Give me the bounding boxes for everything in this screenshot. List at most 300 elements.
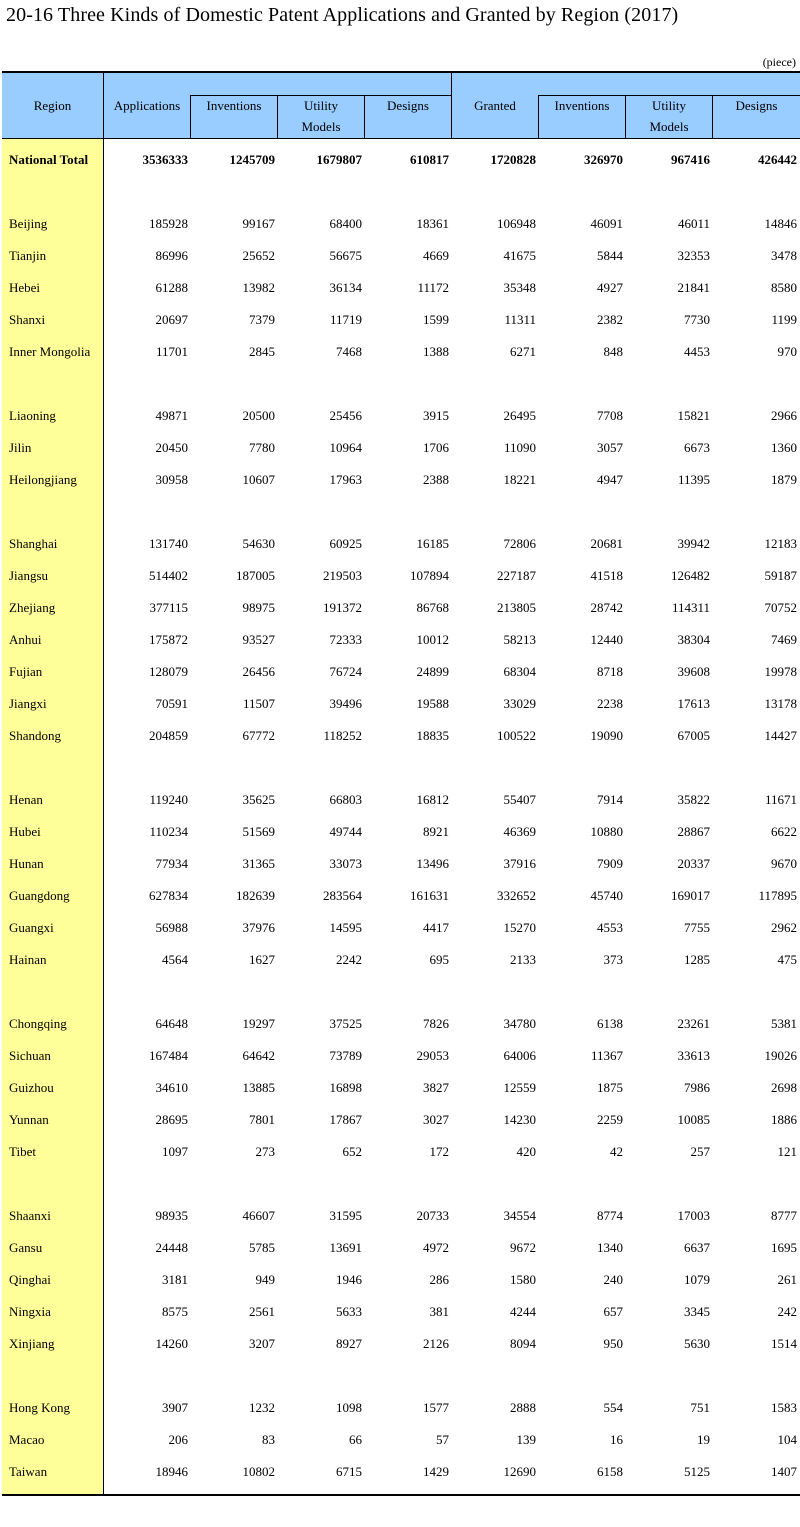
value-cell: 61288: [155, 280, 188, 295]
region-name: Anhui: [9, 632, 42, 647]
region-name: Guangxi: [9, 920, 54, 935]
value-cell: 3181: [162, 1272, 188, 1287]
value-cell: 172: [429, 1144, 449, 1159]
value-cell: 56675: [329, 248, 362, 263]
value-cell: 24899: [416, 664, 449, 679]
value-cell: 1429: [423, 1464, 449, 1479]
value-cell: 8718: [597, 664, 623, 679]
value-cell: 2845: [249, 344, 275, 359]
value-cell: 11395: [677, 472, 710, 487]
value-cell: 332652: [497, 888, 536, 903]
value-cell: 25456: [329, 408, 362, 423]
value-cell: 86996: [155, 248, 188, 263]
value-cell: 381: [429, 1304, 449, 1319]
value-cell: 99167: [242, 216, 275, 231]
region-name: Heilongjiang: [9, 472, 77, 487]
value-cell: 5381: [771, 1016, 797, 1031]
value-cell: 7379: [249, 312, 275, 327]
region-column-fill: [2, 139, 103, 1494]
value-cell: 6138: [597, 1016, 623, 1031]
value-cell: 7780: [249, 440, 275, 455]
value-cell: 59187: [764, 568, 797, 583]
value-cell: 13178: [764, 696, 797, 711]
value-cell: 37976: [242, 920, 275, 935]
header-gr-designs: Designs: [735, 98, 778, 113]
value-cell: 206: [168, 1432, 188, 1447]
value-cell: 1886: [771, 1112, 797, 1127]
value-cell: 68400: [329, 216, 362, 231]
region-name: Guangdong: [9, 888, 70, 903]
value-cell: 119240: [149, 792, 188, 807]
header-gr-utility-line1: Utility: [652, 98, 686, 113]
region-name: Beijing: [9, 216, 48, 231]
value-cell: 949: [255, 1272, 275, 1287]
value-cell: 114311: [671, 600, 710, 615]
value-cell: 3827: [423, 1080, 449, 1095]
value-cell: 118252: [323, 728, 362, 743]
value-cell: 213805: [497, 600, 536, 615]
value-cell: 169017: [671, 888, 710, 903]
value-cell: 57: [436, 1432, 449, 1447]
value-cell: 182639: [236, 888, 275, 903]
value-cell: 26456: [242, 664, 275, 679]
region-name: Liaoning: [9, 408, 56, 423]
value-cell: 77934: [155, 856, 188, 871]
value-cell: 41518: [590, 568, 623, 583]
value-cell: 175872: [149, 632, 188, 647]
value-cell: 10880: [590, 824, 623, 839]
value-cell: 14427: [764, 728, 797, 743]
value-cell: 4564: [162, 952, 188, 967]
region-name: Hong Kong: [9, 1400, 71, 1415]
value-cell: 4244: [510, 1304, 536, 1319]
value-cell: 3207: [249, 1336, 275, 1351]
value-cell: 64006: [503, 1048, 536, 1063]
value-cell: 76724: [329, 664, 362, 679]
value-cell: 1583: [771, 1400, 797, 1415]
value-cell: 9672: [510, 1240, 536, 1255]
value-cell: 33029: [503, 696, 536, 711]
header-gr-inventions: Inventions: [554, 98, 610, 113]
value-cell: 49744: [329, 824, 362, 839]
value-cell: 167484: [149, 1048, 188, 1063]
value-cell: 261: [777, 1272, 797, 1287]
value-cell: 14846: [764, 216, 797, 231]
value-cell: 39496: [329, 696, 362, 711]
value-cell: 657: [603, 1304, 623, 1319]
value-cell: 16898: [329, 1080, 362, 1095]
value-cell: 273: [255, 1144, 275, 1159]
value-cell: 23261: [677, 1016, 710, 1031]
value-cell: 2126: [423, 1336, 449, 1351]
value-cell: 1627: [249, 952, 275, 967]
value-cell: 1360: [771, 440, 797, 455]
value-cell: 20450: [155, 440, 188, 455]
region-name: Henan: [9, 792, 43, 807]
value-cell: 5630: [684, 1336, 710, 1351]
value-cell: 6715: [336, 1464, 362, 1479]
value-cell: 257: [690, 1144, 710, 1159]
value-cell: 3027: [423, 1112, 449, 1127]
value-cell: 1407: [771, 1464, 797, 1479]
value-cell: 2388: [423, 472, 449, 487]
value-cell: 11701: [155, 344, 188, 359]
value-cell: 1577: [423, 1400, 449, 1415]
value-cell: 55407: [503, 792, 536, 807]
value-cell: 8094: [510, 1336, 536, 1351]
value-cell: 12440: [590, 632, 623, 647]
value-cell: 848: [603, 344, 623, 359]
region-name: Hainan: [9, 952, 47, 967]
value-cell: 7914: [597, 792, 623, 807]
value-cell: 185928: [149, 216, 188, 231]
value-cell: 554: [603, 1400, 623, 1415]
value-cell: 70752: [764, 600, 797, 615]
region-name: Macao: [9, 1432, 45, 1447]
value-cell: 11367: [590, 1048, 623, 1063]
value-cell: 19588: [416, 696, 449, 711]
value-cell: 20681: [590, 536, 623, 551]
value-cell: 475: [777, 952, 797, 967]
value-cell: 652: [342, 1144, 362, 1159]
value-cell: 13982: [242, 280, 275, 295]
region-name: Tibet: [9, 1144, 36, 1159]
value-cell: 72806: [503, 536, 536, 551]
value-cell: 20500: [242, 408, 275, 423]
value-cell: 1720828: [490, 152, 536, 167]
value-cell: 286: [429, 1272, 449, 1287]
value-cell: 34554: [503, 1208, 536, 1223]
value-cell: 7469: [771, 632, 797, 647]
value-cell: 35625: [242, 792, 275, 807]
value-cell: 68304: [503, 664, 536, 679]
value-cell: 39942: [677, 536, 710, 551]
value-cell: 10607: [242, 472, 275, 487]
value-cell: 1232: [249, 1400, 275, 1415]
value-cell: 18835: [416, 728, 449, 743]
value-cell: 751: [690, 1400, 710, 1415]
value-cell: 7909: [597, 856, 623, 871]
value-cell: 58213: [503, 632, 536, 647]
value-cell: 161631: [410, 888, 449, 903]
value-cell: 1098: [336, 1400, 362, 1415]
region-name: Ningxia: [9, 1304, 51, 1319]
region-name: Shanxi: [9, 312, 46, 327]
value-cell: 610817: [410, 152, 449, 167]
value-cell: 25652: [242, 248, 275, 263]
value-cell: 2133: [510, 952, 536, 967]
value-cell: 10964: [329, 440, 362, 455]
value-cell: 2888: [510, 1400, 536, 1415]
value-cell: 3057: [597, 440, 623, 455]
value-cell: 45740: [590, 888, 623, 903]
value-cell: 514402: [149, 568, 188, 583]
value-cell: 126482: [671, 568, 710, 583]
value-cell: 106948: [497, 216, 536, 231]
region-name: Xinjiang: [9, 1336, 55, 1351]
value-cell: 86768: [416, 600, 449, 615]
value-cell: 28695: [155, 1112, 188, 1127]
header-app-designs: Designs: [387, 98, 429, 113]
value-cell: 139: [516, 1432, 536, 1447]
value-cell: 7730: [684, 312, 710, 327]
value-cell: 24448: [155, 1240, 188, 1255]
value-cell: 967416: [671, 152, 710, 167]
value-cell: 950: [603, 1336, 623, 1351]
value-cell: 46091: [590, 216, 623, 231]
value-cell: 98935: [155, 1208, 188, 1223]
value-cell: 73789: [329, 1048, 362, 1063]
value-cell: 2698: [771, 1080, 797, 1095]
value-cell: 20733: [416, 1208, 449, 1223]
value-cell: 35822: [677, 792, 710, 807]
value-cell: 17613: [677, 696, 710, 711]
value-cell: 326970: [584, 152, 623, 167]
value-cell: 10012: [416, 632, 449, 647]
value-cell: 2966: [771, 408, 797, 423]
value-cell: 6637: [684, 1240, 710, 1255]
value-cell: 10085: [677, 1112, 710, 1127]
value-cell: 128079: [149, 664, 188, 679]
page-title: 20-16 Three Kinds of Domestic Patent Applications and Granted by Region (2017): [6, 4, 679, 26]
region-name: Gansu: [9, 1240, 43, 1255]
value-cell: 2242: [336, 952, 362, 967]
region-name: Jilin: [9, 440, 32, 455]
value-cell: 8774: [597, 1208, 623, 1223]
value-cell: 19297: [242, 1016, 275, 1031]
value-cell: 3536333: [142, 152, 188, 167]
value-cell: 373: [603, 952, 623, 967]
value-cell: 4972: [423, 1240, 449, 1255]
value-cell: 72333: [329, 632, 362, 647]
value-cell: 9670: [771, 856, 797, 871]
region-name: Sichuan: [9, 1048, 51, 1063]
value-cell: 2382: [597, 312, 623, 327]
value-cell: 33613: [677, 1048, 710, 1063]
value-cell: 16: [610, 1432, 623, 1447]
value-cell: 18221: [503, 472, 536, 487]
value-cell: 1599: [423, 312, 449, 327]
value-cell: 19: [697, 1432, 710, 1447]
value-cell: 93527: [242, 632, 275, 647]
value-cell: 8921: [423, 824, 449, 839]
value-cell: 3907: [162, 1400, 188, 1415]
value-cell: 1199: [771, 312, 797, 327]
value-cell: 35348: [503, 280, 536, 295]
value-cell: 17867: [329, 1112, 362, 1127]
value-cell: 49871: [155, 408, 188, 423]
value-cell: 20697: [155, 312, 188, 327]
value-cell: 7468: [336, 344, 362, 359]
region-name: Tianjin: [9, 248, 47, 263]
value-cell: 21841: [677, 280, 710, 295]
table-bottom-rule: [2, 1494, 800, 1496]
value-cell: 67772: [242, 728, 275, 743]
value-cell: 70591: [155, 696, 188, 711]
value-cell: 67005: [677, 728, 710, 743]
region-name: Jiangsu: [9, 568, 48, 583]
value-cell: 7986: [684, 1080, 710, 1095]
region-name: Chongqing: [9, 1016, 67, 1031]
value-cell: 2259: [597, 1112, 623, 1127]
value-cell: 2962: [771, 920, 797, 935]
value-cell: 11671: [764, 792, 797, 807]
value-cell: 204859: [149, 728, 188, 743]
value-cell: 377115: [149, 600, 188, 615]
region-name: Yunnan: [9, 1112, 49, 1127]
value-cell: 20337: [677, 856, 710, 871]
value-cell: 3478: [771, 248, 797, 263]
value-cell: 227187: [497, 568, 536, 583]
value-cell: 11507: [242, 696, 275, 711]
value-cell: 11090: [503, 440, 536, 455]
value-cell: 12183: [764, 536, 797, 551]
value-cell: 187005: [236, 568, 275, 583]
value-cell: 1679807: [316, 152, 362, 167]
value-cell: 33073: [329, 856, 362, 871]
header-gr-utility-line2: Models: [649, 119, 689, 134]
value-cell: 11311: [504, 312, 536, 327]
value-cell: 51569: [242, 824, 275, 839]
value-cell: 54630: [242, 536, 275, 551]
value-cell: 3915: [423, 408, 449, 423]
value-cell: 104: [777, 1432, 797, 1447]
region-name: Shandong: [9, 728, 61, 743]
value-cell: 2238: [597, 696, 623, 711]
value-cell: 14230: [503, 1112, 536, 1127]
value-cell: 56988: [155, 920, 188, 935]
value-cell: 242: [777, 1304, 797, 1319]
value-cell: 30958: [155, 472, 188, 487]
value-cell: 98975: [242, 600, 275, 615]
region-name: Hebei: [9, 280, 41, 295]
value-cell: 6622: [771, 824, 797, 839]
region-name: Jiangxi: [9, 696, 47, 711]
value-cell: 4553: [597, 920, 623, 935]
value-cell: 64642: [242, 1048, 275, 1063]
value-cell: 38304: [677, 632, 710, 647]
value-cell: 695: [429, 952, 449, 967]
value-cell: 219503: [323, 568, 362, 583]
value-cell: 283564: [323, 888, 362, 903]
value-cell: 10802: [242, 1464, 275, 1479]
value-cell: 1706: [423, 440, 449, 455]
value-cell: 11172: [417, 280, 449, 295]
region-name: Guizhou: [9, 1080, 54, 1095]
region-name: Hubei: [9, 824, 41, 839]
value-cell: 46607: [242, 1208, 275, 1223]
value-cell: 627834: [149, 888, 188, 903]
value-cell: 970: [777, 344, 797, 359]
region-name: Inner Mongolia: [9, 344, 91, 359]
value-cell: 14595: [329, 920, 362, 935]
value-cell: 4927: [597, 280, 623, 295]
value-cell: 28742: [590, 600, 623, 615]
header-applications: Applications: [113, 98, 181, 113]
value-cell: 66803: [329, 792, 362, 807]
value-cell: 26495: [503, 408, 536, 423]
value-cell: 16812: [416, 792, 449, 807]
value-cell: 13496: [416, 856, 449, 871]
value-cell: 7755: [684, 920, 710, 935]
value-cell: 1695: [771, 1240, 797, 1255]
region-name: Taiwan: [9, 1464, 48, 1479]
value-cell: 66: [349, 1432, 362, 1447]
value-cell: 8927: [336, 1336, 362, 1351]
value-cell: 131740: [149, 536, 188, 551]
header-top-rule: [2, 71, 800, 73]
value-cell: 1245709: [229, 152, 275, 167]
value-cell: 32353: [677, 248, 710, 263]
value-cell: 1340: [597, 1240, 623, 1255]
header-bottom-rule: [2, 138, 800, 139]
region-name: Fujian: [9, 664, 43, 679]
value-cell: 11719: [329, 312, 362, 327]
value-cell: 31365: [242, 856, 275, 871]
value-cell: 1285: [684, 952, 710, 967]
header-app-inventions: Inventions: [206, 98, 262, 113]
header-app-utility-line1: Utility: [304, 98, 338, 113]
region-name: Zhejiang: [9, 600, 56, 615]
value-cell: 1875: [597, 1080, 623, 1095]
value-cell: 1580: [510, 1272, 536, 1287]
region-name: National Total: [9, 152, 89, 167]
region-name: Shanghai: [9, 536, 58, 551]
value-cell: 1514: [771, 1336, 797, 1351]
value-cell: 4669: [423, 248, 449, 263]
value-cell: 34610: [155, 1080, 188, 1095]
value-cell: 107894: [410, 568, 449, 583]
value-cell: 46011: [677, 216, 710, 231]
value-cell: 19978: [764, 664, 797, 679]
value-cell: 8777: [771, 1208, 797, 1223]
value-cell: 4417: [423, 920, 449, 935]
value-cell: 18946: [155, 1464, 188, 1479]
value-cell: 42: [610, 1144, 623, 1159]
value-cell: 110234: [149, 824, 188, 839]
value-cell: 1079: [684, 1272, 710, 1287]
value-cell: 6673: [684, 440, 710, 455]
value-cell: 240: [603, 1272, 623, 1287]
value-cell: 37525: [329, 1016, 362, 1031]
value-cell: 1879: [771, 472, 797, 487]
value-cell: 13691: [329, 1240, 362, 1255]
value-cell: 16185: [416, 536, 449, 551]
value-cell: 12559: [503, 1080, 536, 1095]
unit-label: (piece): [762, 55, 796, 69]
value-cell: 17963: [329, 472, 362, 487]
value-cell: 6158: [597, 1464, 623, 1479]
value-cell: 1388: [423, 344, 449, 359]
divider-region: [103, 72, 104, 1494]
value-cell: 121: [777, 1144, 797, 1159]
value-cell: 5633: [336, 1304, 362, 1319]
value-cell: 2561: [249, 1304, 275, 1319]
value-cell: 46369: [503, 824, 536, 839]
value-cell: 15270: [503, 920, 536, 935]
value-cell: 39608: [677, 664, 710, 679]
value-cell: 1097: [162, 1144, 188, 1159]
value-cell: 7708: [597, 408, 623, 423]
value-cell: 28867: [677, 824, 710, 839]
region-name: Hunan: [9, 856, 44, 871]
value-cell: 3345: [684, 1304, 710, 1319]
header-region: Region: [33, 98, 72, 113]
value-cell: 7801: [249, 1112, 275, 1127]
header-app-utility-line2: Models: [301, 119, 341, 134]
value-cell: 426442: [758, 152, 797, 167]
value-cell: 60925: [329, 536, 362, 551]
